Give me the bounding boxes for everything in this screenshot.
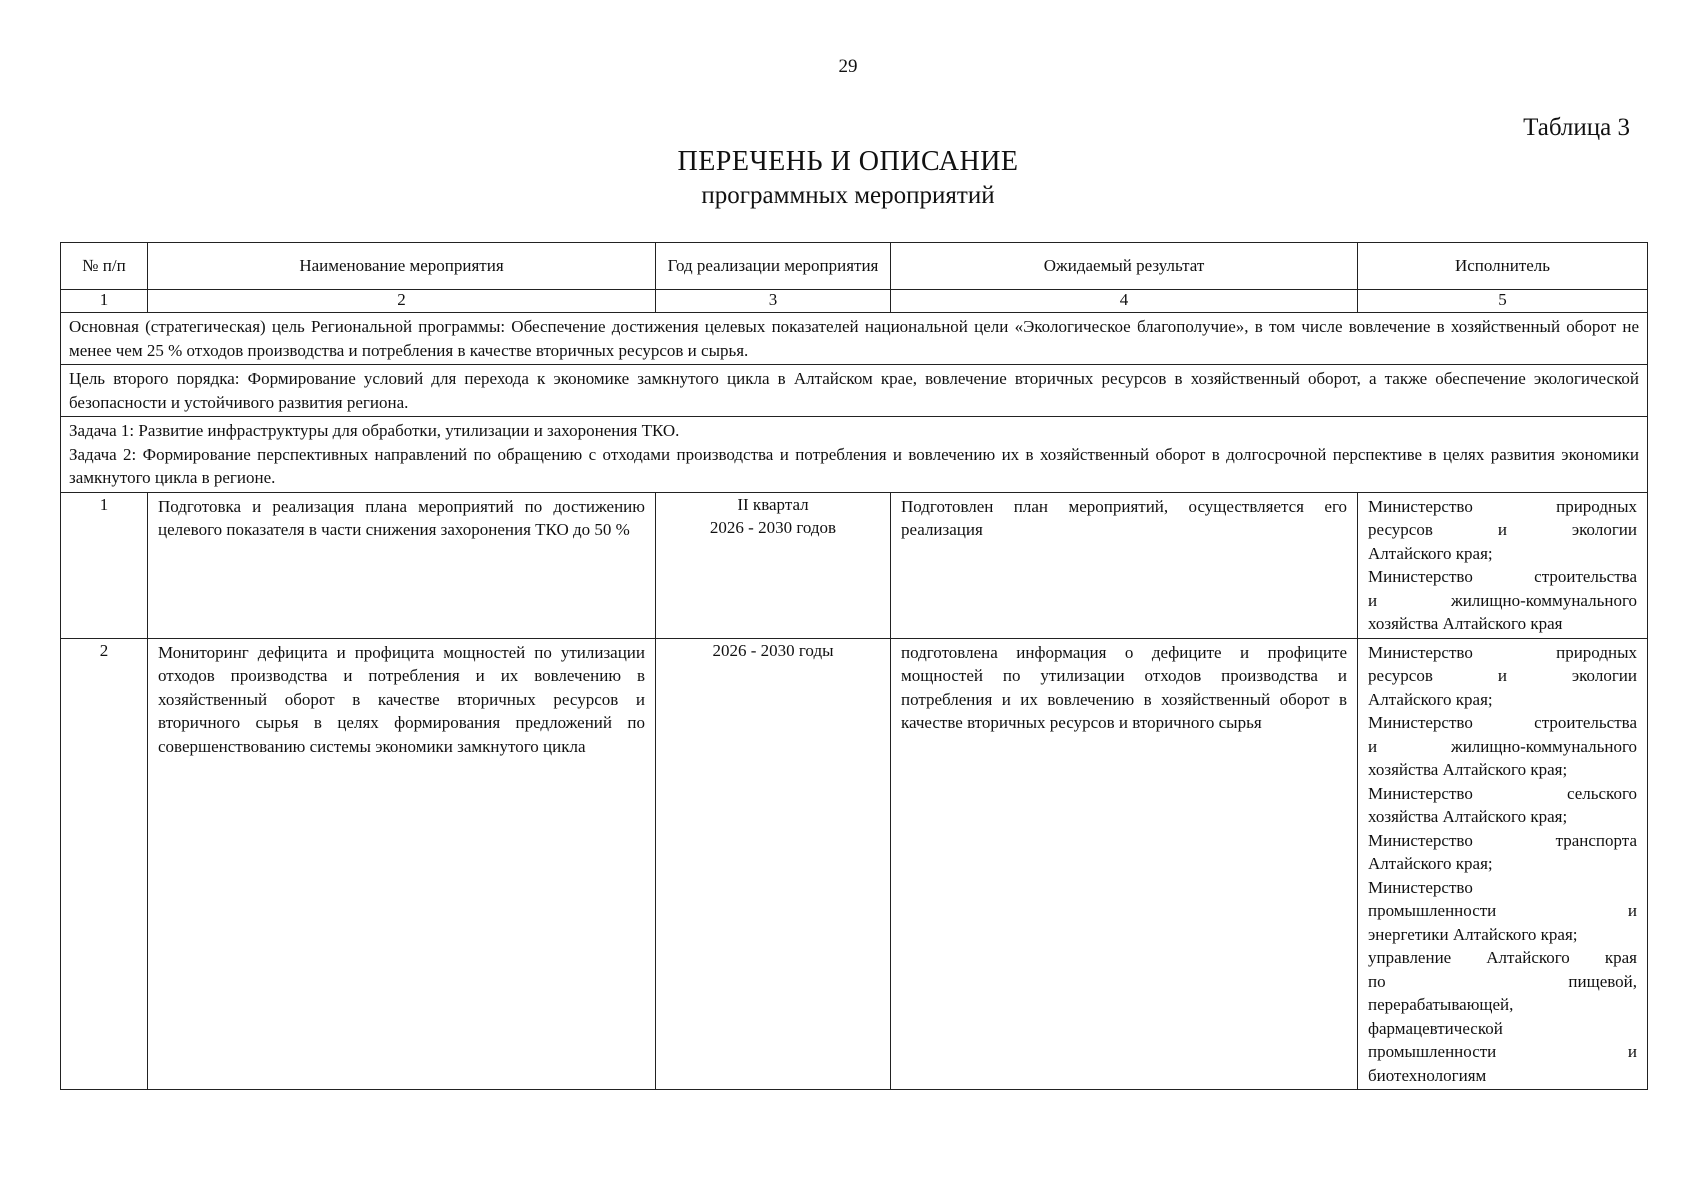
executor-line: фармацевтической: [1368, 1018, 1503, 1038]
document-title: ПЕРЕЧЕНЬ И ОПИСАНИЕ: [677, 146, 1019, 177]
document-subtitle: программных мероприятий: [701, 182, 995, 209]
executor-line: Алтайского края;: [1368, 854, 1493, 873]
expected-result: подготовлена информация о дефиците и профиците мощностей по утилизации отходов производства и потребления и их вовлечению в хозяйственный оборот в качестве вторичных ресурсов и вторичного сырья: [891, 638, 1358, 1090]
executor-line: Министерство: [1368, 877, 1473, 897]
second-goal: Цель второго порядка: Формирование условий для перехода к экономике замкнутого цикла в Алтайском крае, вовлечение вторичных ресурсов в хозяйственный оборот, а также обеспечение экологической безопасности и устойчивого развития региона.: [61, 365, 1648, 417]
row-number: 1: [61, 492, 148, 638]
column-number: 5: [1358, 290, 1648, 313]
executor-line: Министерство строительства: [1368, 567, 1637, 586]
table-row: [61, 492, 1648, 638]
page-number: 29: [838, 56, 858, 77]
column-number: 4: [891, 290, 1358, 313]
main-goal-row: [61, 313, 1648, 365]
second-goal-row: [61, 365, 1648, 417]
tasks-cell: [61, 417, 1648, 493]
executor: [1358, 492, 1648, 638]
executor-line: Алтайского края;: [1368, 689, 1493, 709]
row-number: 2: [61, 638, 148, 1090]
executor-line: хозяйства Алтайского края;: [1368, 760, 1568, 779]
column-number: 1: [61, 290, 148, 313]
executor-line: Министерство природных: [1368, 496, 1637, 516]
executor-line: Министерство сельского: [1368, 783, 1637, 803]
main-goal: Основная (стратегическая) цель Региональной программы: Обеспечение достижения целевых показателей национальной цели «Экологическое благополучие», в том числе вовлечение в хозяйственный оборот не менее чем 25 % отходов производства и потребления в качестве вторичных ресурсов и сырья.: [61, 313, 1648, 365]
header-executor: Исполнитель: [1358, 243, 1648, 290]
executor-line: Министерство строительства: [1368, 713, 1637, 732]
executor-line: Министерство природных: [1368, 642, 1637, 662]
executor-line: и жилищно-коммунального: [1368, 590, 1637, 610]
executor: [1358, 638, 1648, 1090]
executor-line: перерабатывающей,: [1368, 995, 1514, 1014]
executor-line: хозяйства Алтайского края;: [1368, 807, 1568, 826]
table-row: [61, 638, 1648, 1090]
executor-line: биотехнологиям: [1368, 1065, 1487, 1085]
executor-line: Алтайского края;: [1368, 543, 1493, 563]
header-expected-result: Ожидаемый результат: [891, 243, 1358, 290]
column-number: 3: [656, 290, 891, 313]
event-name: Мониторинг дефицита и профицита мощностей по утилизации отходов производства и потребления и их вовлечению в хозяйственный оборот в качестве вторичных ресурсов и вторичного сырья в целях формирования предложений по совершенствованию системы экономики замкнутого цикла: [148, 638, 656, 1090]
column-numbers-row: [61, 290, 1648, 313]
executor-line: ресурсов и экологии: [1368, 520, 1637, 539]
executor-line: ресурсов и экологии: [1368, 666, 1637, 685]
tasks-row: [61, 417, 1648, 493]
task-1: Задача 1: Развитие инфраструктуры для обработки, утилизации и захоронения ТКО.: [69, 421, 680, 440]
column-number: 2: [148, 290, 656, 313]
header-row: [61, 243, 1648, 290]
header-event-name: Наименование мероприятия: [148, 243, 656, 290]
executor-line: промышленности и: [1368, 901, 1637, 920]
executor-line: хозяйства Алтайского края: [1368, 614, 1563, 633]
header-year: Год реализации мероприятия: [656, 243, 891, 290]
executor-line: Министерство транспорта: [1368, 830, 1637, 850]
executor-line: управление Алтайского края: [1368, 948, 1637, 967]
events-table: [60, 242, 1648, 1090]
event-year-line: 2026 - 2030 годы: [712, 640, 834, 660]
header-number: № п/п: [61, 243, 148, 290]
event-year-line: II квартал: [737, 494, 809, 514]
table-label: Таблица 3: [1523, 114, 1630, 141]
event-year-line: 2026 - 2030 годов: [709, 518, 837, 537]
expected-result: Подготовлен план мероприятий, осуществляется его реализация: [891, 492, 1358, 638]
executor-line: и жилищно-коммунального: [1368, 736, 1637, 756]
event-year: [656, 638, 891, 1090]
event-name: Подготовка и реализация плана мероприятий по достижению целевого показателя в части снижения захоронения ТКО до 50 %: [148, 492, 656, 638]
executor-line: энергетики Алтайского края;: [1368, 924, 1578, 944]
executor-line: промышленности и: [1368, 1042, 1637, 1061]
event-year: [656, 492, 891, 638]
executor-line: по пищевой,: [1368, 971, 1637, 991]
task-2: Задача 2: Формирование перспективных направлений по обращению с отходами производства и потребления и вовлечению их в хозяйственный оборот в долгосрочной перспективе в целях развития экономики замкнутого цикла в регионе.: [69, 444, 1639, 487]
